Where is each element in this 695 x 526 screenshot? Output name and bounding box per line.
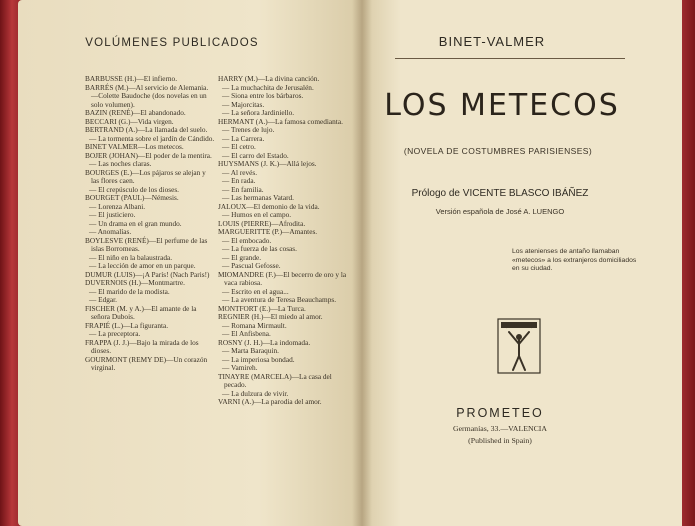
prometeo-emblem-icon (497, 318, 541, 374)
volume-entry: — Trenes de lujo. (222, 125, 275, 134)
volume-entry: BERTRAND (A.)—La llamada del suelo. (85, 125, 208, 134)
volume-entry: BARBUSSE (H.)—El infierno. (85, 74, 178, 83)
volume-entry: HERMANT (A.)—La famosa comedianta. (218, 116, 343, 126)
volume-entry: BOURGET (PAUL)—Némesis. (85, 193, 179, 202)
volume-entry: FISCHER (M. y A.)—El amante de la señora Dubois. (85, 303, 197, 321)
volume-entry: — La dulzura de vivir. (222, 388, 289, 398)
volume-entry: FRAPPA (J. J.)—Bajo la mirada de los dioses. (85, 337, 199, 355)
volume-entry: — La muchachita de Jerusalén. (222, 82, 314, 92)
volume-entry: BINET VALMER—Los metecos. (85, 142, 184, 151)
volume-entry: — Las noches claras. (89, 159, 152, 168)
volume-entry: — La tormenta sobre el jardín de Cándido. (89, 133, 215, 143)
volume-entry: BOJER (JOHAN)—El poder de la mentira. (85, 150, 212, 160)
volume-entry: — Anomalías. (89, 227, 132, 236)
volume-entry: — El embocado. (222, 235, 272, 245)
volume-entry: ROSNY (J. H.)—La indomada. (218, 337, 311, 347)
publisher-address: Germanías, 33.—VALENCIA (452, 424, 548, 433)
volume-entry: — Al revés. (222, 167, 258, 177)
volume-entry: — El carro del Estado. (222, 150, 289, 160)
volume-entry: — El crepúsculo de los dioses. (89, 184, 179, 194)
book-gutter (352, 0, 372, 526)
volume-entry: — El marido de la modista. (89, 286, 170, 296)
cover-edge-left (0, 0, 20, 526)
volume-entry: — Escrito en el agua... (222, 286, 289, 296)
printed-in-note: (Published in Spain) (468, 436, 532, 445)
published-volumes-heading: VOLÚMENES PUBLICADOS (85, 37, 259, 49)
volume-entry: MONTFORT (E.)—La Turca. (218, 303, 306, 313)
volume-entry: — Edgar. (89, 295, 117, 304)
volume-entry: — El grande. (222, 252, 262, 262)
volume-entry: BECCARI (G.)—Vida virgen. (85, 116, 174, 126)
volume-entry: — La aventura de Teresa Beauchamps. (222, 295, 337, 304)
volume-entry: BARRÉS (M.)—Al servicio de Alemania.—Colette Baudoche (dos novelas en un solo volumen). (85, 82, 209, 109)
volume-entry: REGNIER (H.)—El miedo al amor. (218, 312, 323, 321)
volume-entry: — Romana Mirmault. (222, 320, 287, 330)
publisher-name: PROMETEO (456, 406, 544, 420)
volume-entry: — La lección de amor en un parque. (89, 261, 196, 270)
author-name: BINET-VALMER (438, 34, 546, 49)
volume-entry: DUVERNOIS (H.)—Montmartre. (85, 278, 185, 287)
volume-entry: MIOMANDRE (F.)—El becerro de oro y la vaca rabiosa. (218, 269, 347, 287)
volume-entry: — Pascual Gefosse. (222, 261, 281, 270)
volume-entry: BOYLESVE (RENÉ)—El perfume de las islas Borromeas. (85, 235, 208, 253)
volume-entry: — En rada. (222, 176, 256, 185)
volume-entry: — El niño en la balaustrada. (89, 252, 173, 262)
volumes-column-2 (218, 75, 348, 407)
volume-entry: — La preceptora. (89, 329, 141, 338)
book-title: LOS METECOS (384, 88, 620, 123)
volume-entry: — El Anfisbena. (222, 329, 271, 338)
translation-credit: Versión española de José A. LUENGO (435, 207, 565, 216)
volume-entry: HUYSMANS (J. K.)—Allá lejos. (218, 159, 317, 168)
volume-entry: MARGUERITTE (P.)—Amantes. (218, 227, 318, 236)
volume-entry: — Majorcitas. (222, 99, 265, 109)
cover-edge-right (681, 0, 695, 526)
volume-entry: HARRY (M.)—La divina canción. (218, 74, 320, 83)
volume-entry: GOURMONT (REMY DE)—Un corazón virginal. (85, 354, 208, 372)
volume-entry: VARNI (A.)—La parodia del amor. (218, 397, 322, 406)
volume-entry: FRAPIÉ (L.)—La figuranta. (85, 320, 169, 330)
volume-entry: — En familia. (222, 184, 264, 194)
volume-entry: LOUIS (PIERRE)—Afrodita. (218, 218, 306, 228)
volume-entry: — El cetro. (222, 142, 256, 151)
volume-entry: — Un drama en el gran mundo. (89, 218, 182, 228)
volume-entry: — Humos en el campo. (222, 210, 292, 219)
volume-entry: — El justiciero. (89, 210, 136, 219)
volume-entry: — Las hermanas Vatard. (222, 193, 294, 202)
volume-entry: DUMUR (LUIS)—¡A París! (Nach Paris!) (85, 269, 210, 279)
volume-entry: TINAYRE (MARCELA)—La casa del pecado. (218, 371, 332, 389)
volumes-column-1 (85, 75, 215, 373)
top-rule (395, 58, 625, 59)
volume-entry: BOURGES (E.)—Los pájaros se alejan y las flores caen. (85, 167, 206, 185)
volume-entry: — La señora Jardiniello. (222, 108, 295, 117)
volume-entry: — La Carrera. (222, 133, 265, 143)
volume-entry: JALOUX—El demonio de la vida. (218, 201, 320, 211)
volume-entry: — Siona entre los bárbaros. (222, 91, 304, 100)
book-subtitle: (NOVELA DE COSTUMBRES PARISIENSES) (403, 146, 593, 156)
epigraph: Los atenienses de antaño llamaban «metecos» a los extranjeros domiciliados en su ciudad. (512, 248, 637, 272)
volume-entry: — Vamireh. (222, 363, 258, 372)
prologue-credit: Prólogo de VICENTE BLASCO IBÁÑEZ (411, 188, 589, 199)
volume-entry: — La imperiosa bondad. (222, 354, 295, 364)
volume-entry: — Lorenza Albani. (89, 201, 146, 211)
volume-entry: BAZIN (RENÉ)—El abandonado. (85, 108, 186, 117)
volume-entry: — La fuerza de las cosas. (222, 244, 297, 253)
volume-entry: — Marta Baraquin. (222, 346, 279, 355)
